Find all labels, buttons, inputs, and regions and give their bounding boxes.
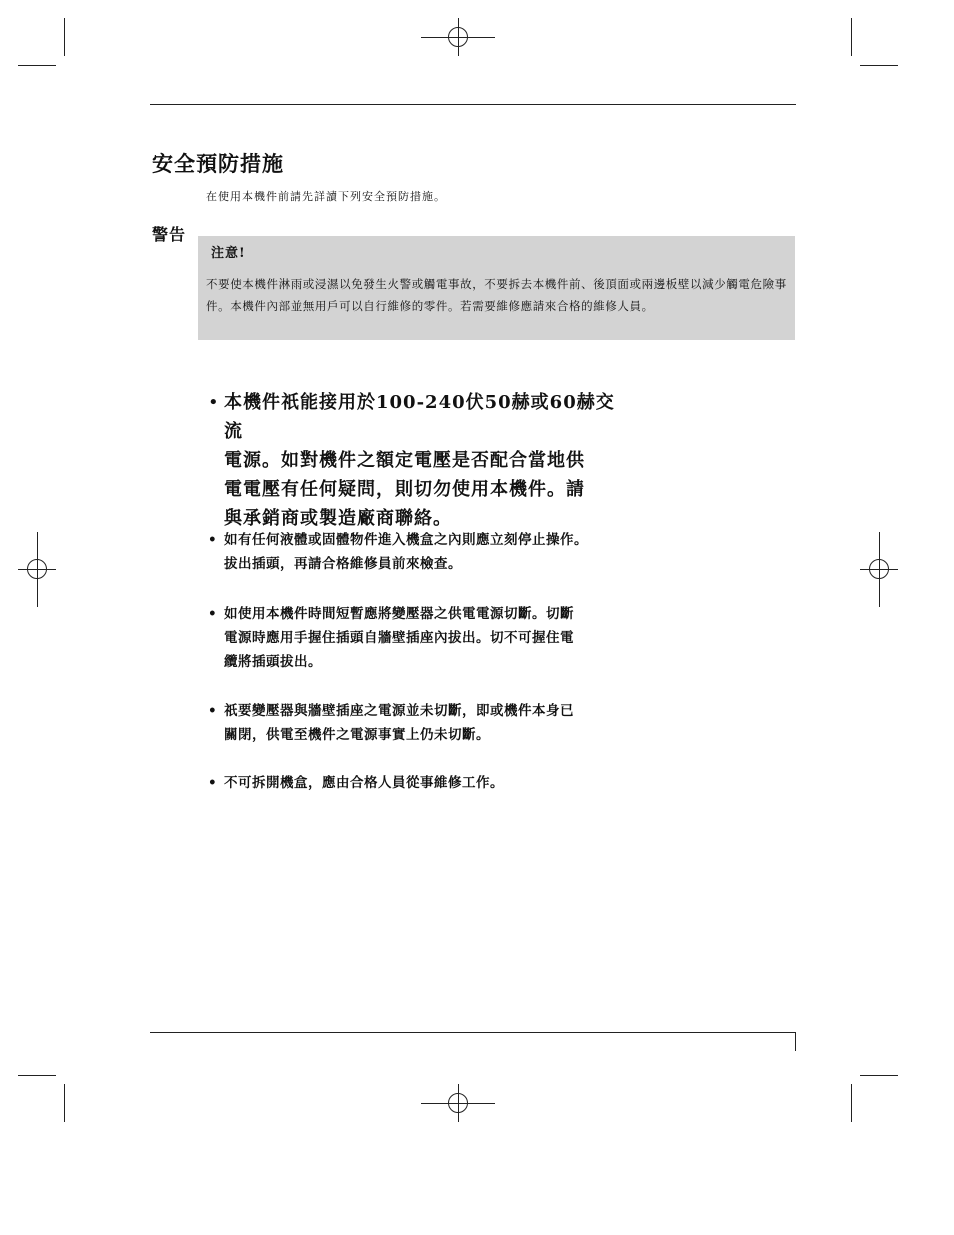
caution-box xyxy=(198,236,795,340)
crop-mark xyxy=(860,1075,898,1076)
safety-bullet xyxy=(208,699,628,747)
bullet-icon: • xyxy=(208,532,217,548)
bullet-text: 如使用本機件時間短暫應將變壓器之供電電源切斷。切斷 電源時應用手握住插頭自牆壁插座內拔出。切不可握住電 纜將插頭拔出。 xyxy=(224,606,574,670)
crop-mark xyxy=(64,1084,65,1122)
registration-mark xyxy=(27,559,47,579)
bullet-text: 祇要變壓器與牆壁插座之電源並未切斷，即或機件本身已 關閉，供電至機件之電源事實上仍未切斷。 xyxy=(224,703,574,743)
bullet-icon: • xyxy=(208,703,217,719)
crop-mark xyxy=(860,65,898,66)
bullet-icon: • xyxy=(208,775,217,791)
warning-label: 警告 xyxy=(152,225,187,244)
crop-mark xyxy=(18,65,56,66)
bullet-text: 本機件祇能接用於100-240伏50赫或60赫交流 電源。如對機件之額定電壓是否配合當地供 電電壓有任何疑問，則切勿使用本機件。請 與承銷商或製造廠商聯絡。 xyxy=(224,392,615,529)
bullet-icon: • xyxy=(208,392,219,413)
bullet-text: 不可拆開機盒，應由合格人員從事維修工作。 xyxy=(224,775,504,791)
registration-mark xyxy=(448,1093,468,1113)
footer-rule xyxy=(150,1032,796,1033)
caution-title: 注意! xyxy=(211,246,246,261)
safety-bullet xyxy=(208,388,628,533)
crop-mark xyxy=(851,18,852,56)
registration-mark xyxy=(869,559,889,579)
crop-mark xyxy=(64,18,65,56)
page-title: 安全預防措施 xyxy=(152,151,284,176)
bullet-text: 如有任何液體或固體物件進入機盒之內則應立刻停止操作。 拔出插頭，再請合格維修員前來檢查。 xyxy=(224,532,588,572)
caution-body: 不要使本機件淋雨或浸濕以免發生火警或觸電事故，不要拆去本機件前、後頂面或兩邊板壁以減少觸電危險事件。本機件內部並無用戶可以自行維修的零件。若需要維修應請來合格的維修人員。 xyxy=(206,277,787,313)
safety-bullet xyxy=(208,602,628,674)
intro-text: 在使用本機件前請先詳讀下列安全預防措施。 xyxy=(206,190,446,203)
header-rule xyxy=(150,104,796,105)
bullet-icon: • xyxy=(208,606,217,622)
safety-bullet xyxy=(208,771,628,795)
footer-rule-tick xyxy=(795,1032,796,1051)
registration-mark xyxy=(448,27,468,47)
safety-bullet xyxy=(208,528,628,576)
crop-mark xyxy=(18,1075,56,1076)
crop-mark xyxy=(851,1084,852,1122)
